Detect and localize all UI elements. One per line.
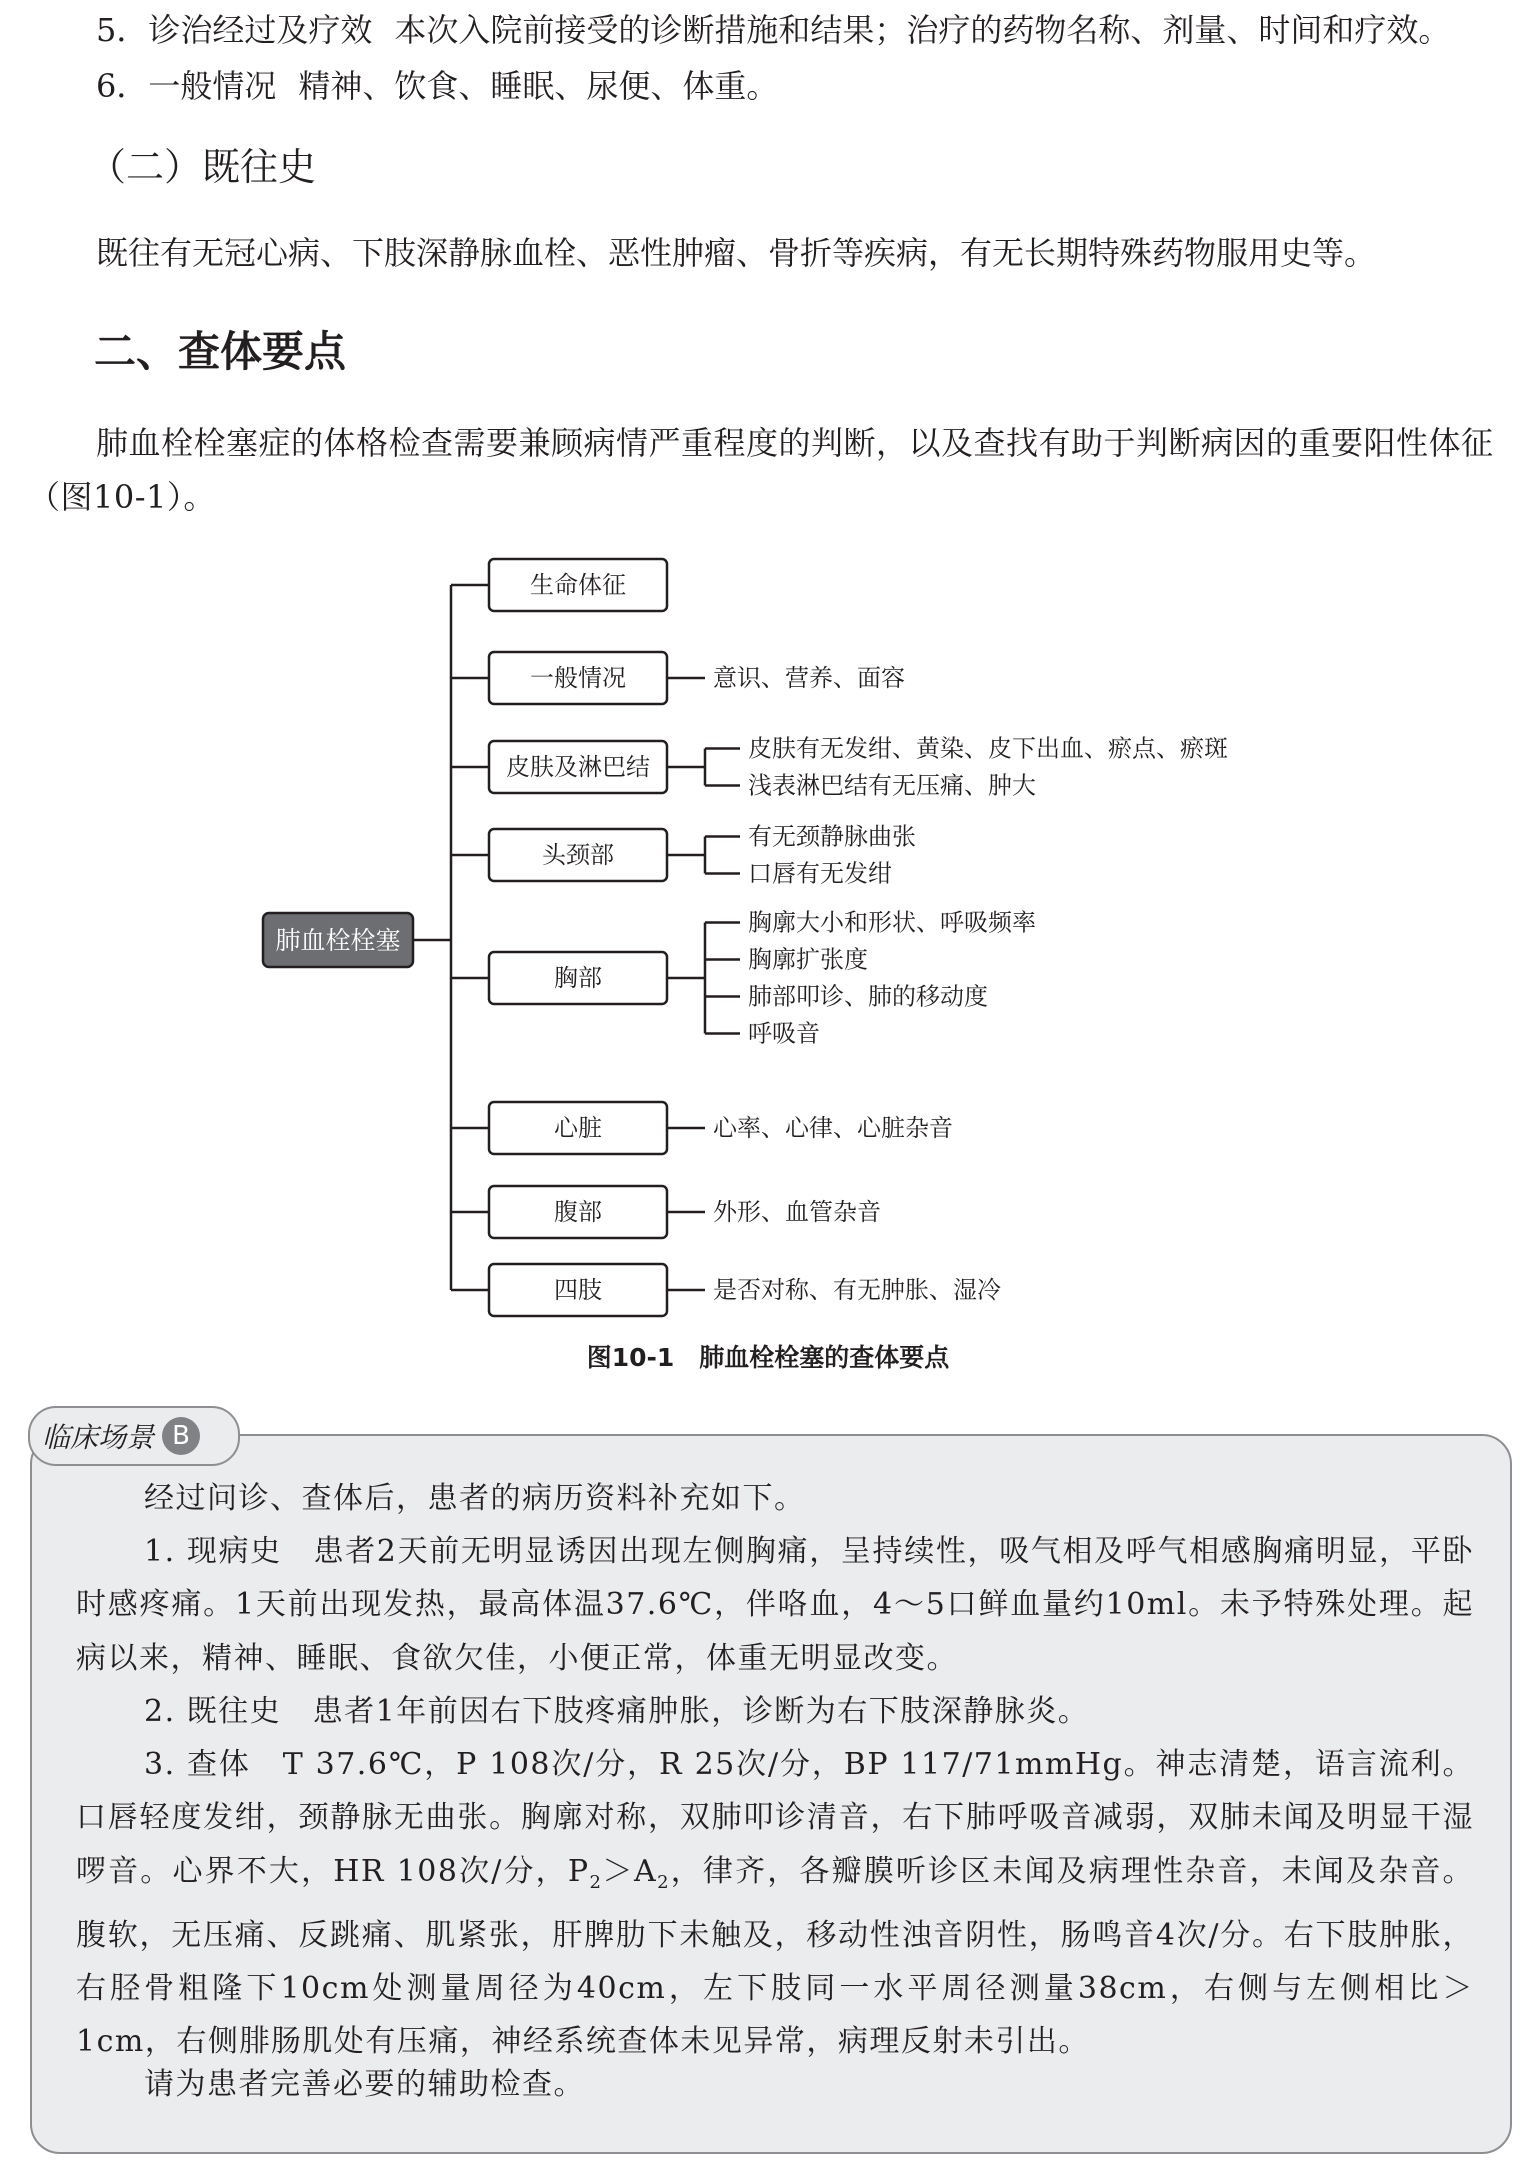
clinical-scenario-tab-label: 临床场景 [42, 1421, 155, 1454]
category-node-label: 心脏 [554, 1114, 602, 1142]
leaf-label: 有无颈静脉曲张 [748, 822, 916, 851]
exam-paragraph: 肺血栓栓塞症的体格检查需要兼顾病情严重程度的判断，以及查找有助于判断病因的重要阳性体征（图10-1）。 [28, 424, 1494, 516]
category-node-label: 四肢 [554, 1276, 602, 1304]
history-item-5-text: 本次入院前接受的诊断措施和结果；治疗的药物名称、剂量、时间和疗效。 [394, 11, 1451, 49]
leaf-label: 心率、心律、心脏杂音 [713, 1114, 953, 1142]
clinical-scenario-badge: B [162, 1417, 200, 1455]
clinical-scenario-tab [28, 1406, 240, 1466]
leaf-label: 皮肤有无发绀、黄染、皮下出血、瘀点、瘀斑 [748, 734, 1228, 763]
leaf-label: 意识、营养、面容 [713, 664, 905, 692]
exam-mindmap-diagram [255, 545, 1315, 1325]
category-node-label: 腹部 [554, 1198, 602, 1226]
scenario-past-history: 2. 既往史 患者1年前因右下肢疼痛肿胀，诊断为右下肢深静脉炎。 [144, 1694, 1090, 1729]
scenario-exam-part-b: ＞A [602, 1853, 658, 1889]
past-history-text: 既往有无冠心病、下肢深静脉血栓、恶性肿瘤、骨折等疾病，有无长期特殊药物服用史等。 [96, 234, 1377, 272]
category-node-label: 胸部 [554, 964, 602, 992]
history-item-6-label: 6．一般情况 [96, 67, 277, 105]
figure-caption: 图10-1 肺血栓栓塞的查体要点 [586, 1343, 950, 1372]
scenario-intro: 经过问诊、查体后，患者的病历资料补充如下。 [144, 1481, 806, 1516]
leaf-label: 是否对称、有无肿胀、湿冷 [713, 1276, 1001, 1304]
category-node-label: 皮肤及淋巴结 [506, 753, 650, 781]
scenario-exam-part-c: ，律齐，各瓣膜听诊区未闻及病理性杂音，未闻及杂音。腹软，无压痛、反跳痛、肌紧张，肝脾肋下未触及，移动性浊音阴性，肠鸣音4次/分。右下肢肿胀，右胫骨粗隆下10cm处测量周径为40cm，左下肢同一水平周径测量38cm，右侧与左侧相比＞1cm，右侧腓肠肌处有压痛，神经系统查体未见异常，病理反射未引出。 [76, 1853, 1475, 2060]
category-node-label: 生命体征 [530, 571, 626, 599]
leaf-label: 肺部叩诊、肺的移动度 [748, 982, 988, 1011]
leaf-label: 胸廓大小和形状、呼吸频率 [748, 908, 1036, 937]
scenario-present-illness: 1. 现病史 患者2天前无明显诱因出现左侧胸痛，呈持续性，吸气相及呼气相感胸痛明显，平卧时感疼痛。1天前出现发热，最高体温37.6℃，伴咯血，4～5口鲜血量约10ml。未予特殊处理。起病以来，精神、睡眠、食欲欠佳，小便正常，体重无明显改变。 [76, 1534, 1474, 1676]
root-node-label: 肺血栓栓塞 [275, 926, 401, 955]
category-node-label: 一般情况 [530, 664, 626, 692]
scenario-exam-sub-2: 2 [657, 1871, 671, 1893]
history-item-5 [96, 8, 1450, 52]
history-item-6 [96, 64, 778, 108]
scenario-physical-exam [76, 1738, 1474, 2069]
history-item-5-label: 5．诊治经过及疗效 [96, 11, 373, 49]
category-node-label: 头颈部 [542, 841, 614, 869]
leaf-label: 浅表淋巴结有无压痛、肿大 [748, 771, 1036, 800]
scenario-exam-part-a: 3. 查体 T 37.6℃，P 108次/分，R 25次/分，BP 117/71mmHg。神志清楚，语言流利。口唇轻度发绀，颈静脉无曲张。胸廓对称，双肺叩诊清音，右下肺呼吸音减弱，双肺未闻及明显干湿啰音。心界不大，HR 108次/分，P [76, 1747, 1474, 1889]
past-history-heading: （二）既往史 [88, 145, 317, 189]
leaf-label: 呼吸音 [748, 1019, 820, 1048]
leaf-label: 口唇有无发绀 [748, 859, 892, 888]
history-item-6-text: 精神、饮食、睡眠、尿便、体重。 [298, 67, 779, 105]
leaf-label: 胸廓扩张度 [748, 945, 868, 974]
leaf-label: 外形、血管杂音 [713, 1198, 881, 1226]
exam-section-heading: 二、查体要点 [94, 327, 347, 376]
scenario-task: 请为患者完善必要的辅助检查。 [144, 2067, 585, 2102]
scenario-exam-sub-1: 2 [589, 1871, 603, 1893]
